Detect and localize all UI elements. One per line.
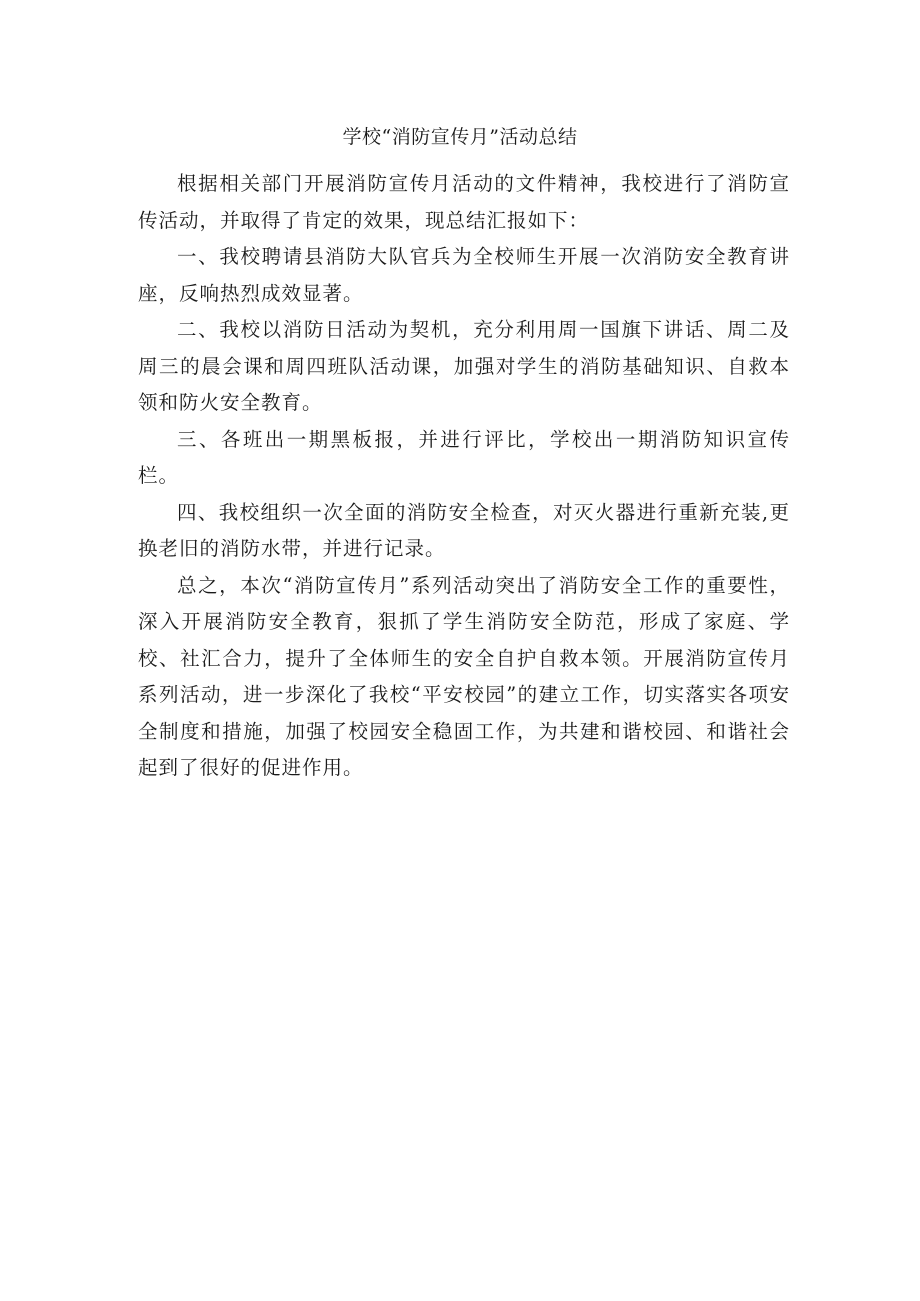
- document-title: 学校“消防宣传月”活动总结: [342, 126, 578, 148]
- paragraph-item-3: 三、各班出一期黑板报，并进行评比，学校出一期消防知识宣传栏。: [138, 427, 790, 487]
- paragraph-item-1: 一、我校聘请县消防大队官兵为全校师生开展一次消防安全教育讲座，反响热烈成效显著。: [138, 245, 790, 305]
- paragraph-intro: 根据相关部门开展消防宣传月活动的文件精神，我校进行了消防宣传活动，并取得了肯定的效果，现总结汇报如下：: [138, 172, 790, 232]
- paragraph-item-2: 二、我校以消防日活动为契机，充分利用周一国旗下讲话、周二及周三的晨会课和周四班队活动课，加强对学生的消防基础知识、自救本领和防火安全教育。: [138, 318, 790, 414]
- document-body: [138, 166, 790, 787]
- paragraph-item-4: 四、我校组织一次全面的消防安全检查，对灭火器进行重新充装,更换老旧的消防水带，并进行记录。: [138, 500, 790, 560]
- paragraph-summary: 总之，本次“消防宣传月”系列活动突出了消防安全工作的重要性，深入开展消防安全教育，狠抓了学生消防安全防范，形成了家庭、学校、社汇合力，提升了全体师生的安全自护自救本领。开展消防宣传月系列活动，进一步深化了我校“平安校园”的建立工作，切实落实各项安全制度和措施，加强了校园安全稳固工作，为共建和谐校园、和谐社会起到了很好的促进作用。: [138, 573, 790, 779]
